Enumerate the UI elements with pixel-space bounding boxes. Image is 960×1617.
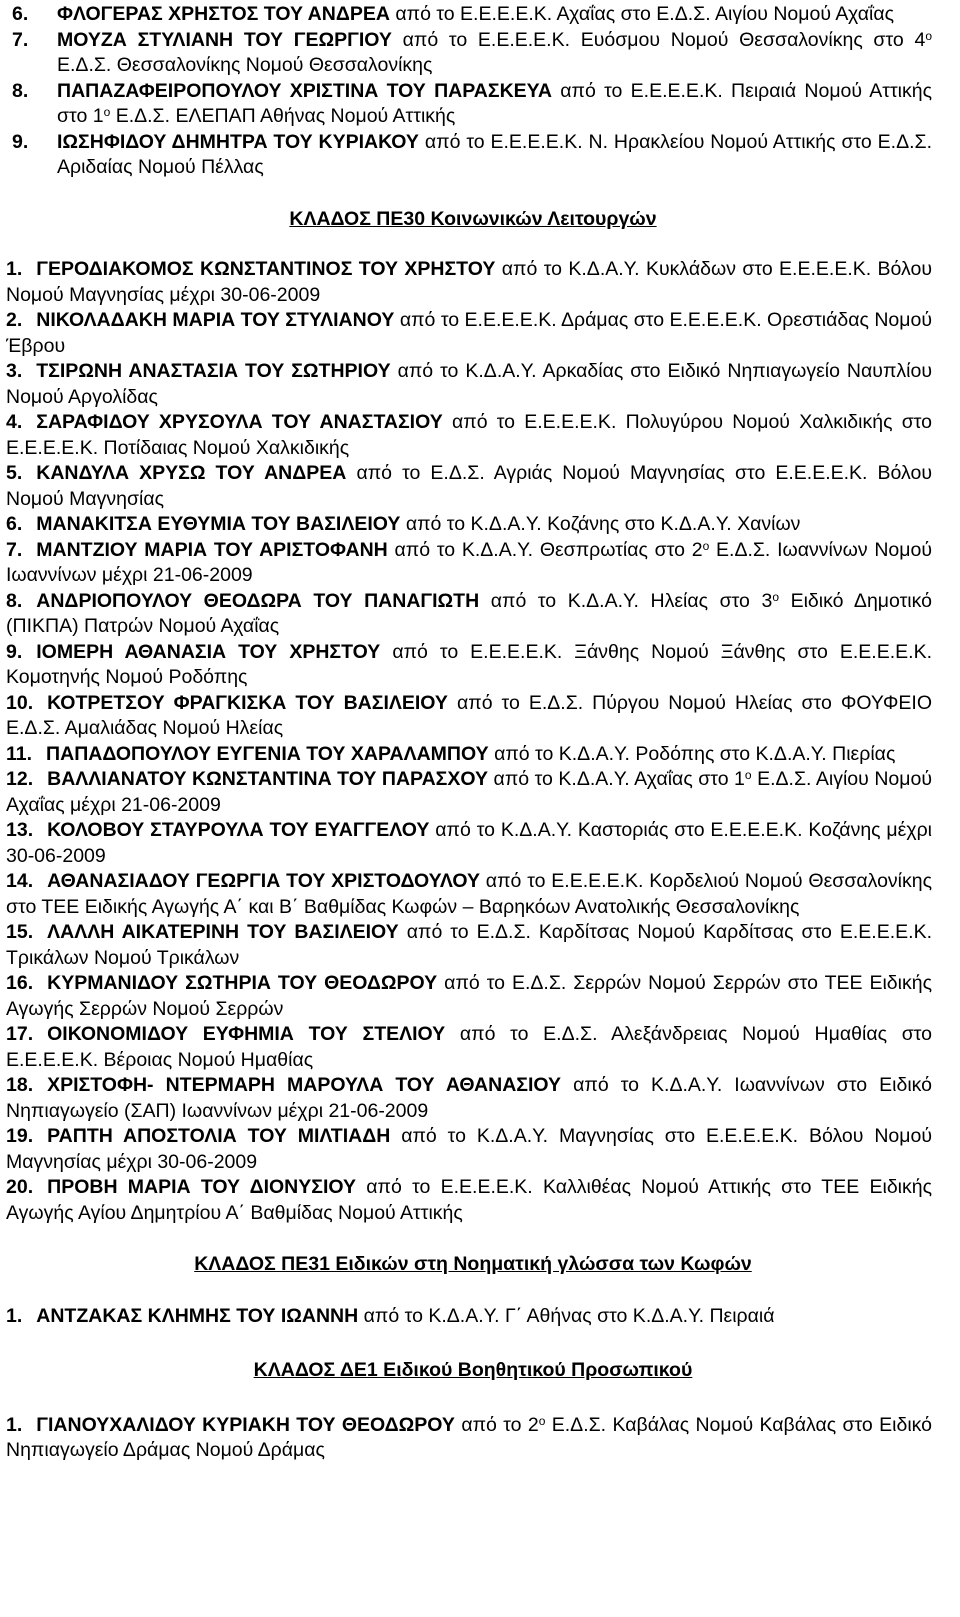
transfer-details: από το Ε.Δ.Σ. Καρδίτσας Νομού Καρδίτσας στο Ε.Ε.Ε.Ε.Κ. Τρικάλων Νομού Τρικάλων: [6, 921, 932, 969]
person-name: ΠΡΟΒΗ ΜΑΡΙΑ ΤΟΥ ΔΙΟΝΥΣΙΟΥ: [47, 1176, 357, 1198]
person-name: ΡΑΠΤΗ ΑΠΟΣΤΟΛΙΑ ΤΟΥ ΜΙΛΤΙΑΔΗ: [47, 1125, 391, 1147]
item-number: 14.: [6, 870, 34, 892]
transfer-details: από το Κ.Δ.Α.Υ. Θεσπρωτίας στο 2: [394, 538, 703, 561]
transfer-details: από το Κ.Δ.Α.Υ. Αρκαδίας στο Ειδικό Νηπιαγωγείο Ναυπλίου Νομού Αργολίδας: [6, 360, 932, 408]
ordinal-superscript: ο: [925, 28, 932, 43]
item-number: 4.: [6, 411, 23, 433]
transfer-details: από το Ε.Ε.Ε.Ε.Κ. Κορδελιού Νομού Θεσσαλονίκης στο ΤΕΕ Ειδικής Αγωγής Α΄ και Β΄ Βαθμίδας Κωφών – Βαρηκόων Ανατολικής Θεσσαλονίκης: [6, 870, 933, 918]
list-item: [6, 1124, 932, 1175]
item-number: 1.: [6, 1304, 23, 1327]
item-number: 3.: [6, 360, 23, 382]
transfer-details: από το Κ.Δ.Α.Υ. Ιωαννίνων στο Ειδικό Νηπιαγωγείο (ΣΑΠ) Ιωαννίνων μέχρι 21-06-2009: [6, 1074, 933, 1122]
person-name: ΝΙΚΟΛΑΔΑΚΗ ΜΑΡΙΑ ΤΟΥ ΣΤΥΛΙΑΝΟΥ: [36, 309, 395, 331]
section-continuation-list: [6, 2, 932, 181]
person-name: ΒΑΛΛΙΑΝΑΤΟΥ ΚΩΝΣΤΑΝΤΙΝΑ ΤΟΥ ΠΑΡΑΣΧΟΥ: [47, 768, 489, 790]
transfer-details: από το Ε.Δ.Σ. Σερρών Νομού Σερρών στο ΤΕΕ Ειδικής Αγωγής Σερρών Νομού Σερρών: [6, 972, 932, 1020]
person-name: ΦΛΟΓΕΡΑΣ ΧΡΗΣΤΟΣ ΤΟΥ ΑΝΔΡΕΑ: [57, 3, 390, 25]
item-number: 13.: [6, 819, 34, 841]
list-item: [6, 1022, 932, 1073]
transfer-details: από το Κ.Δ.Α.Υ. Ηλείας στο 3: [490, 589, 773, 612]
section-de1-list: [6, 1413, 932, 1464]
transfer-details: από το Ε.Δ.Σ. Αγριάς Νομού Μαγνησίας στο Ε.Ε.Ε.Ε.Κ. Βόλου Νομού Μαγνησίας: [6, 462, 932, 510]
item-number: 7.: [6, 538, 23, 561]
list-item: [6, 818, 932, 869]
transfer-details: από το Κ.Δ.Α.Υ. Κοζάνης στο Κ.Δ.Α.Υ. Χανίων: [405, 513, 801, 535]
item-number: 10.: [6, 691, 34, 714]
person-name: ΙΩΣΗΦΙΔΟΥ ΔΗΜΗΤΡΑ ΤΟΥ ΚΥΡΙΑΚΟΥ: [57, 130, 419, 153]
list-item: [6, 742, 932, 768]
item-number: 7.: [12, 28, 29, 51]
transfer-details: από το Ε.Ε.Ε.Ε.Κ. Αχαΐας στο Ε.Δ.Σ. Αιγίου Νομού Αχαΐας: [395, 3, 894, 25]
transfer-details-rest: Ε.Δ.Σ. Καβάλας Νομού Καβάλας στο Ειδικό Νηπιαγωγείο Δράμας Νομού Δράμας: [6, 1413, 933, 1461]
person-name: ΑΝΤΖΑΚΑΣ ΚΛΗΜΗΣ ΤΟΥ ΙΩΑΝΝΗ: [36, 1304, 359, 1327]
transfer-details: από το Ε.Ε.Ε.Ε.Κ. Ν. Ηρακλείου Νομού Αττικής στο Ε.Δ.Σ. Αριδαίας Νομού Πέλλας: [57, 130, 932, 178]
transfer-details: από το Κ.Δ.Α.Υ. Καστοριάς στο Ε.Ε.Ε.Ε.Κ. Κοζάνης μέχρι 30-06-2009: [6, 819, 933, 867]
list-item: [6, 1413, 932, 1464]
transfer-details: από το 2: [461, 1413, 539, 1436]
document-page: [0, 2, 960, 1617]
list-item: [6, 410, 932, 461]
person-name: ΙΟΜΕΡΗ ΑΘΑΝΑΣΙΑ ΤΟΥ ΧΡΗΣΤΟΥ: [36, 640, 381, 663]
transfer-details: από το Κ.Δ.Α.Υ. Μαγνησίας στο Ε.Ε.Ε.Ε.Κ. Βόλου Νομού Μαγνησίας μέχρι 30-06-2009: [6, 1125, 932, 1173]
item-number: 12.: [6, 768, 34, 790]
list-item: [6, 640, 932, 691]
person-name: ΛΑΛΛΗ ΑΙΚΑΤΕΡΙΝΗ ΤΟΥ ΒΑΣΙΛΕΙΟΥ: [47, 921, 399, 943]
ordinal-superscript: ο: [538, 1413, 546, 1428]
item-number: 15.: [6, 921, 34, 943]
list-item: [6, 538, 932, 589]
item-number: 17.: [6, 1023, 34, 1045]
person-name: ΠΑΠΑΖΑΦΕΙΡΟΠΟΥΛΟΥ ΧΡΙΣΤΙΝΑ ΤΟΥ ΠΑΡΑΣΚΕΥΑ: [57, 79, 552, 102]
person-name: ΚΟΤΡΕΤΣΟΥ ΦΡΑΓΚΙΣΚΑ ΤΟΥ ΒΑΣΙΛΕΙΟΥ: [47, 691, 448, 714]
list-item: [6, 359, 932, 410]
list-item: [6, 1175, 932, 1226]
list-item: [6, 79, 932, 130]
item-number: 1.: [6, 258, 23, 280]
item-number: 16.: [6, 972, 34, 994]
item-number: 20.: [6, 1176, 34, 1198]
transfer-details: από το Ε.Δ.Σ. Πύργου Νομού Ηλείας στο ΦΟΥΦΕΙΟ Ε.Δ.Σ. Αμαλιάδας Νομού Ηλείας: [6, 691, 932, 739]
list-item: [6, 28, 932, 79]
transfer-details-rest: Ε.Δ.Σ. Αιγίου Νομού Αχαΐας μέχρι 21-06-2009: [6, 768, 932, 816]
ordinal-superscript: ο: [772, 589, 779, 604]
person-name: ΧΡΙΣΤΟΦΗ- ΝΤΕΡΜΑΡΗ ΜΑΡΟΥΛΑ ΤΟΥ ΑΘΑΝΑΣΙΟΥ: [47, 1074, 562, 1096]
person-name: ΟΙΚΟΝΟΜΙΔΟΥ ΕΥΦΗΜΙΑ ΤΟΥ ΣΤΕΛΙΟΥ: [47, 1023, 446, 1045]
person-name: ΑΝΔΡΙΟΠΟΥΛΟΥ ΘΕΟΔΩΡΑ ΤΟΥ ΠΑΝΑΓΙΩΤΗ: [36, 589, 480, 612]
item-number: 5.: [6, 462, 23, 484]
person-name: ΣΑΡΑΦΙΔΟΥ ΧΡΥΣΟΥΛΑ ΤΟΥ ΑΝΑΣΤΑΣΙΟΥ: [36, 411, 443, 433]
heading-pe30: ΚΛΑΔΟΣ ΠΕ30 Κοινωνικών Λειτουργών: [289, 207, 657, 230]
transfer-details: από το Ε.Ε.Ε.Ε.Κ. Καλλιθέας Νομού Αττικής στο ΤΕΕ Ειδικής Αγωγής Αγίου Δημητρίου Α΄ Βαθμίδας Νομού Αττικής: [6, 1176, 932, 1224]
item-number: 9.: [12, 130, 29, 153]
transfer-details: από το Κ.Δ.Α.Υ. Ροδόπης στο Κ.Δ.Α.Υ. Πιερίας: [494, 742, 896, 765]
transfer-details: από το Κ.Δ.Α.Υ. Κυκλάδων στο Ε.Ε.Ε.Ε.Κ. Βόλου Νομού Μαγνησίας μέχρι 30-06-2009: [6, 258, 932, 306]
transfer-details: από το Ε.Ε.Ε.Ε.Κ. Ευόσμου Νομού Θεσσαλονίκης στο 4: [402, 28, 926, 51]
list-item: [6, 589, 932, 640]
list-item: [6, 971, 932, 1022]
ordinal-superscript: ο: [744, 768, 752, 782]
transfer-details-rest: Ειδικό Δημοτικό (ΠΙΚΠΑ) Πατρών Νομού Αχαΐας: [6, 589, 932, 637]
list-item: [6, 1073, 932, 1124]
transfer-details-rest: Ε.Δ.Σ. Θεσσαλονίκης Νομού Θεσσαλονίκης: [57, 54, 433, 76]
transfer-details: από το Ε.Ε.Ε.Ε.Κ. Πολυγύρου Νομού Χαλκιδικής στο Ε.Ε.Ε.Ε.Κ. Ποτίδαιας Νομού Χαλκιδικής: [6, 411, 933, 459]
ordinal-superscript: ο: [702, 538, 710, 553]
list-item: [6, 308, 932, 359]
item-number: 8.: [6, 589, 23, 612]
item-number: 8.: [12, 79, 29, 102]
item-number: 6.: [12, 3, 29, 25]
list-item: [6, 257, 932, 308]
transfer-details: από το Ε.Ε.Ε.Ε.Κ. Δράμας στο Ε.Ε.Ε.Ε.Κ. Ορεστιάδας Νομού Έβρου: [6, 309, 932, 357]
transfer-details: από το Κ.Δ.Α.Υ. Γ΄ Αθήνας στο Κ.Δ.Α.Υ. Πειραιά: [363, 1304, 775, 1327]
list-item: [6, 461, 932, 512]
person-name: ΜΟΥΖΑ ΣΤΥΛΙΑΝΗ ΤΟΥ ΓΕΩΡΓΙΟΥ: [57, 28, 392, 51]
person-name: ΓΕΡΟΔΙΑΚΟΜΟΣ ΚΩΝΣΤΑΝΤΙΝΟΣ ΤΟΥ ΧΡΗΣΤΟΥ: [36, 258, 496, 280]
list-item: [6, 130, 932, 181]
transfer-details: από το Ε.Δ.Σ. Αλεξάνδρειας Νομού Ημαθίας στο Ε.Ε.Ε.Ε.Κ. Βέροιας Νομού Ημαθίας: [6, 1023, 933, 1071]
section-pe31-list: [6, 1304, 932, 1330]
list-item: [6, 869, 932, 920]
transfer-details: από το Ε.Ε.Ε.Ε.Κ. Ξάνθης Νομού Ξάνθης στο Ε.Ε.Ε.Ε.Κ. Κομοτηνής Νομού Ροδόπης: [6, 640, 932, 688]
list-item: [6, 2, 932, 28]
person-name: ΓΙΑΝΟΥΧΑΛΙΔΟΥ ΚΥΡΙΑΚΗ ΤΟΥ ΘΕΟΔΩΡΟΥ: [36, 1413, 455, 1436]
list-item: [6, 767, 932, 818]
person-name: ΑΘΑΝΑΣΙΑΔΟΥ ΓΕΩΡΓΙΑ ΤΟΥ ΧΡΙΣΤΟΔΟΥΛΟΥ: [47, 870, 480, 892]
ordinal-superscript: ο: [103, 105, 111, 119]
person-name: ΚΥΡΜΑΝΙΔΟΥ ΣΩΤΗΡΙΑ ΤΟΥ ΘΕΟΔΩΡΟΥ: [47, 972, 438, 994]
transfer-details: από το Ε.Ε.Ε.Ε.Κ. Πειραιά Νομού Αττικής στο 1: [57, 79, 932, 127]
section-pe30-list: [6, 257, 932, 1226]
item-number: 6.: [6, 513, 23, 535]
item-number: 18.: [6, 1074, 34, 1096]
heading-pe31: ΚΛΑΔΟΣ ΠΕ31 Ειδικών στη Νοηματική γλώσσα των Κωφών: [194, 1253, 752, 1275]
item-number: 11.: [6, 742, 33, 765]
list-item: [6, 920, 932, 971]
item-number: 9.: [6, 640, 23, 663]
item-number: 19.: [6, 1125, 34, 1147]
item-number: 2.: [6, 309, 23, 331]
person-name: ΚΟΛΟΒΟΥ ΣΤΑΥΡΟΥΛΑ ΤΟΥ ΕΥΑΓΓΕΛΟΥ: [47, 819, 430, 841]
item-number: 1.: [6, 1413, 23, 1436]
person-name: ΜΑΝΤΖΙΟΥ ΜΑΡΙΑ ΤΟΥ ΑΡΙΣΤΟΦΑΝΗ: [36, 538, 388, 561]
list-item: [6, 1304, 932, 1330]
person-name: ΜΑΝΑΚΙΤΣΑ ΕΥΘΥΜΙΑ ΤΟΥ ΒΑΣΙΛΕΙΟΥ: [36, 513, 401, 535]
person-name: ΚΑΝΔΥΛΑ ΧΡΥΣΩ ΤΟΥ ΑΝΔΡΕΑ: [36, 462, 347, 484]
person-name: ΤΣΙΡΩΝΗ ΑΝΑΣΤΑΣΙΑ ΤΟΥ ΣΩΤΗΡΙΟΥ: [36, 360, 391, 382]
list-item: [6, 512, 932, 538]
heading-de1: ΚΛΑΔΟΣ ΔΕ1 Ειδικού Βοηθητικού Προσωπικού: [253, 1359, 693, 1381]
transfer-details: από το Κ.Δ.Α.Υ. Αχαΐας στο 1: [493, 768, 745, 790]
transfer-details-rest: Ε.Δ.Σ. Ιωαννίνων Νομού Ιωαννίνων μέχρι 21-06-2009: [6, 538, 932, 586]
list-item: [6, 691, 932, 742]
transfer-details-rest: Ε.Δ.Σ. ΕΛΕΠΑΠ Αθήνας Νομού Αττικής: [115, 105, 456, 127]
person-name: ΠΑΠΑΔΟΠΟΥΛΟΥ ΕΥΓΕΝΙΑ ΤΟΥ ΧΑΡΑΛΑΜΠΟΥ: [46, 742, 489, 765]
